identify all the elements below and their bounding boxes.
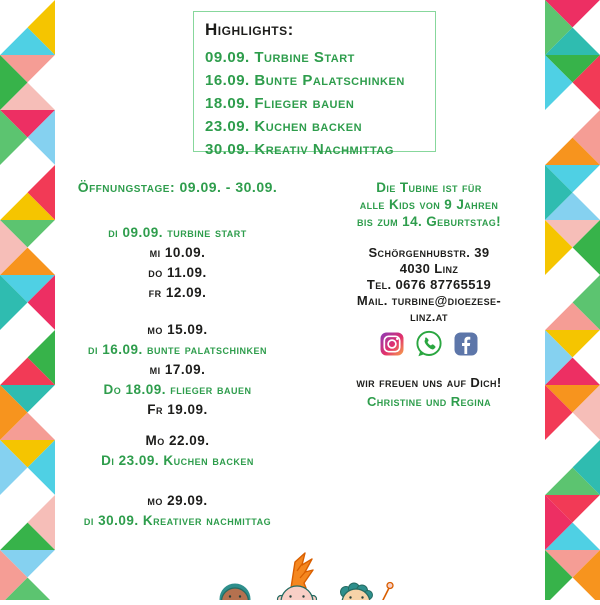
opening-days-heading: Öffnungstage: 09.09. - 30.09.: [55, 178, 300, 196]
schedule-row: di 16.09. bunte palatschinken: [55, 340, 300, 360]
closing-block: [348, 375, 510, 409]
schedule-row: mo 29.09.: [55, 491, 300, 511]
schedule-group: [55, 431, 300, 471]
schedule-row: mi 10.09.: [55, 243, 300, 263]
schedule-row: fr 12.09.: [55, 283, 300, 303]
highlight-item: 16.09. Bunte Palatschinken: [205, 69, 427, 92]
schedule-group: [55, 320, 300, 420]
kids-illustration: [205, 550, 405, 600]
highlight-item: 23.09. Kuchen backen: [205, 115, 427, 138]
address-line: Tel. 0676 87765519: [348, 277, 510, 293]
schedule-column: [55, 178, 300, 531]
closing-greeting: wir freuen uns auf Dich!: [348, 375, 510, 390]
age-info-line: Die Tubine ist für: [348, 179, 510, 196]
highlight-item: 09.09. Turbine Start: [205, 46, 427, 69]
address-line: Schörgenhubstr. 39: [348, 245, 510, 261]
schedule-group: [55, 491, 300, 531]
whatsapp-icon[interactable]: [415, 330, 443, 358]
facebook-icon[interactable]: [454, 332, 478, 356]
schedule-row: Do 18.09. flieger bauen: [55, 380, 300, 400]
schedule-group: [55, 223, 300, 303]
social-icons-row: [348, 330, 510, 358]
schedule-row: di 30.09. Kreativer nachmittag: [55, 511, 300, 531]
address-line: 4030 Linz: [348, 261, 510, 277]
schedule-row: Di 23.09. Kuchen backen: [55, 451, 300, 471]
highlights-list: [205, 46, 427, 161]
schedule-row: do 11.09.: [55, 263, 300, 283]
schedule-row: di 09.09. turbine start: [55, 223, 300, 243]
schedule-row: mo 15.09.: [55, 320, 300, 340]
pinwheel-border-left: [0, 0, 55, 600]
highlights-box: [193, 11, 436, 152]
contact-address-block: [348, 245, 510, 325]
closing-names: Christine und Regina: [348, 394, 510, 409]
age-info-line: alle Kids von 9 Jahren: [348, 196, 510, 213]
instagram-icon[interactable]: [380, 332, 404, 356]
schedule-groups: [55, 223, 300, 531]
schedule-row: Fr 19.09.: [55, 400, 300, 420]
info-column: [348, 179, 510, 409]
highlight-item: 18.09. Flieger bauen: [205, 92, 427, 115]
pinwheel-border-right: [545, 0, 600, 600]
age-info-text: [348, 179, 510, 230]
age-info-line: bis zum 14. Geburtstag!: [348, 213, 510, 230]
schedule-row: Mo 22.09.: [55, 431, 300, 451]
highlights-title: Highlights:: [205, 18, 427, 42]
address-line: Mail. turbine@dioezese-linz.at: [348, 293, 510, 325]
schedule-row: mi 17.09.: [55, 360, 300, 380]
highlight-item: 30.09. Kreativ Nachmittag: [205, 138, 427, 161]
